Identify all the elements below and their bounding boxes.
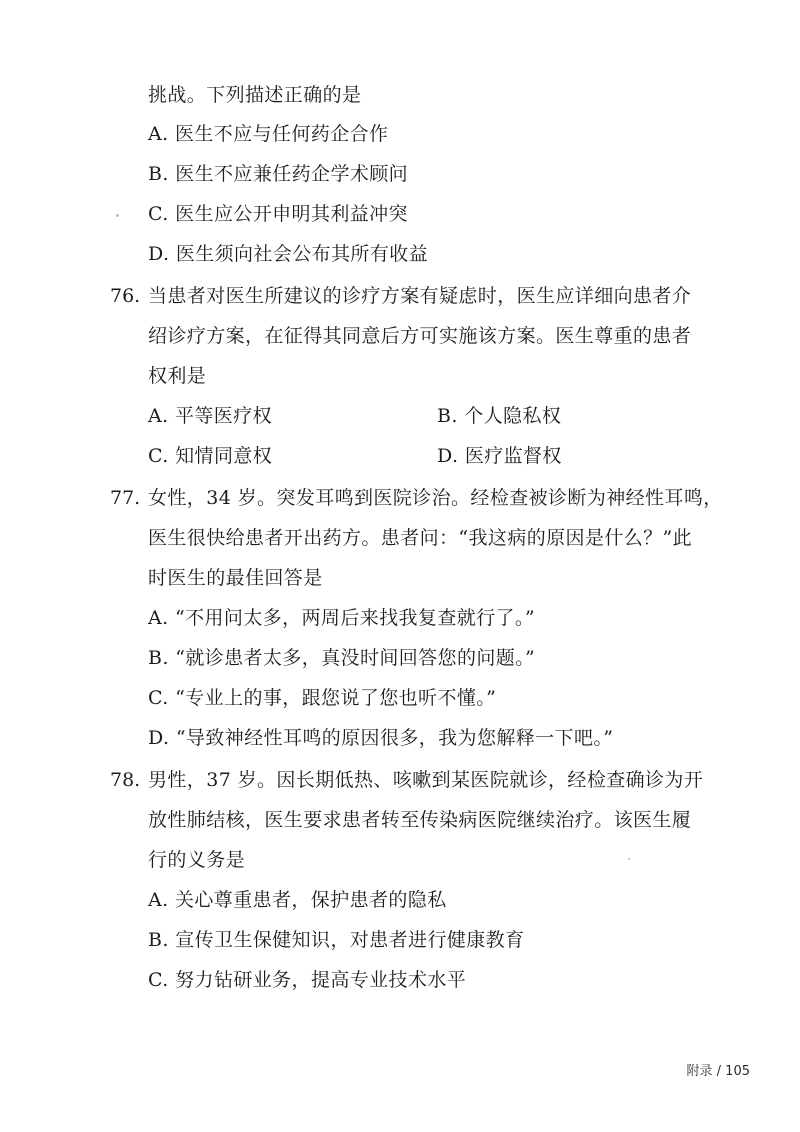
q75-option-a: A. 医生不应与任何药企合作 — [148, 123, 389, 145]
page-number: 附录 / 105 — [686, 1064, 750, 1079]
q76-stem-line-1: 当患者对医生所建议的诊疗方案有疑虑时，医生应详细向患者介 — [148, 285, 692, 307]
q77-option-d: D. “导致神经性耳鸣的原因很多，我为您解释一下吧。” — [148, 727, 614, 749]
q76-option-b: B. 个人隐私权 — [437, 405, 562, 427]
q76-option-d: D. 医疗监督权 — [437, 445, 562, 467]
q77-stem-line-3: 时医生的最佳回答是 — [148, 567, 323, 589]
scan-speck — [116, 214, 119, 217]
q75-option-d: D. 医生须向社会公布其所有收益 — [148, 243, 429, 265]
q76-stem-line-3: 权利是 — [148, 365, 207, 387]
q78-stem-line-3: 行的义务是 — [148, 849, 246, 871]
q75-stem-tail: 挑战。下列描述正确的是 — [148, 84, 362, 106]
q76-option-a: A. 平等医疗权 — [148, 405, 273, 427]
scan-speck — [628, 858, 630, 860]
q78-option-b: B. 宣传卫生保健知识，对患者进行健康教育 — [148, 929, 525, 951]
q75-option-c: C. 医生应公开申明其利益冲突 — [148, 203, 408, 225]
q77-option-a: A. “不用问太多，两周后来找我复查就行了。” — [148, 607, 535, 629]
q78-option-a: A. 关心尊重患者，保护患者的隐私 — [148, 889, 447, 911]
q77-option-b: B. “就诊患者太多，真没时间回答您的问题。” — [148, 647, 536, 669]
q77-number: 77. — [110, 487, 141, 509]
q77-stem-line-1: 女性，34 岁。突发耳鸣到医院诊治。经检查被诊断为神经性耳鸣， — [148, 487, 723, 509]
q77-option-c: C. “专业上的事，跟您说了您也听不懂。” — [148, 687, 497, 709]
q78-option-c: C. 努力钻研业务，提高专业技术水平 — [148, 969, 467, 991]
q76-number: 76. — [110, 285, 141, 307]
q75-option-b: B. 医生不应兼任药企学术顾问 — [148, 163, 409, 185]
q78-number: 78. — [110, 769, 141, 791]
q77-stem-line-2: 医生很快给患者开出药方。患者问：“我这病的原因是什么？”此 — [148, 527, 693, 549]
q76-option-c: C. 知情同意权 — [148, 445, 273, 467]
q76-stem-line-2: 绍诊疗方案，在征得其同意后方可实施该方案。医生尊重的患者 — [148, 325, 692, 347]
q78-stem-line-2: 放性肺结核，医生要求患者转至传染病医院继续治疗。该医生履 — [148, 809, 692, 831]
q78-stem-line-1: 男性，37 岁。因长期低热、咳嗽到某医院就诊，经检查确诊为开 — [148, 769, 704, 791]
